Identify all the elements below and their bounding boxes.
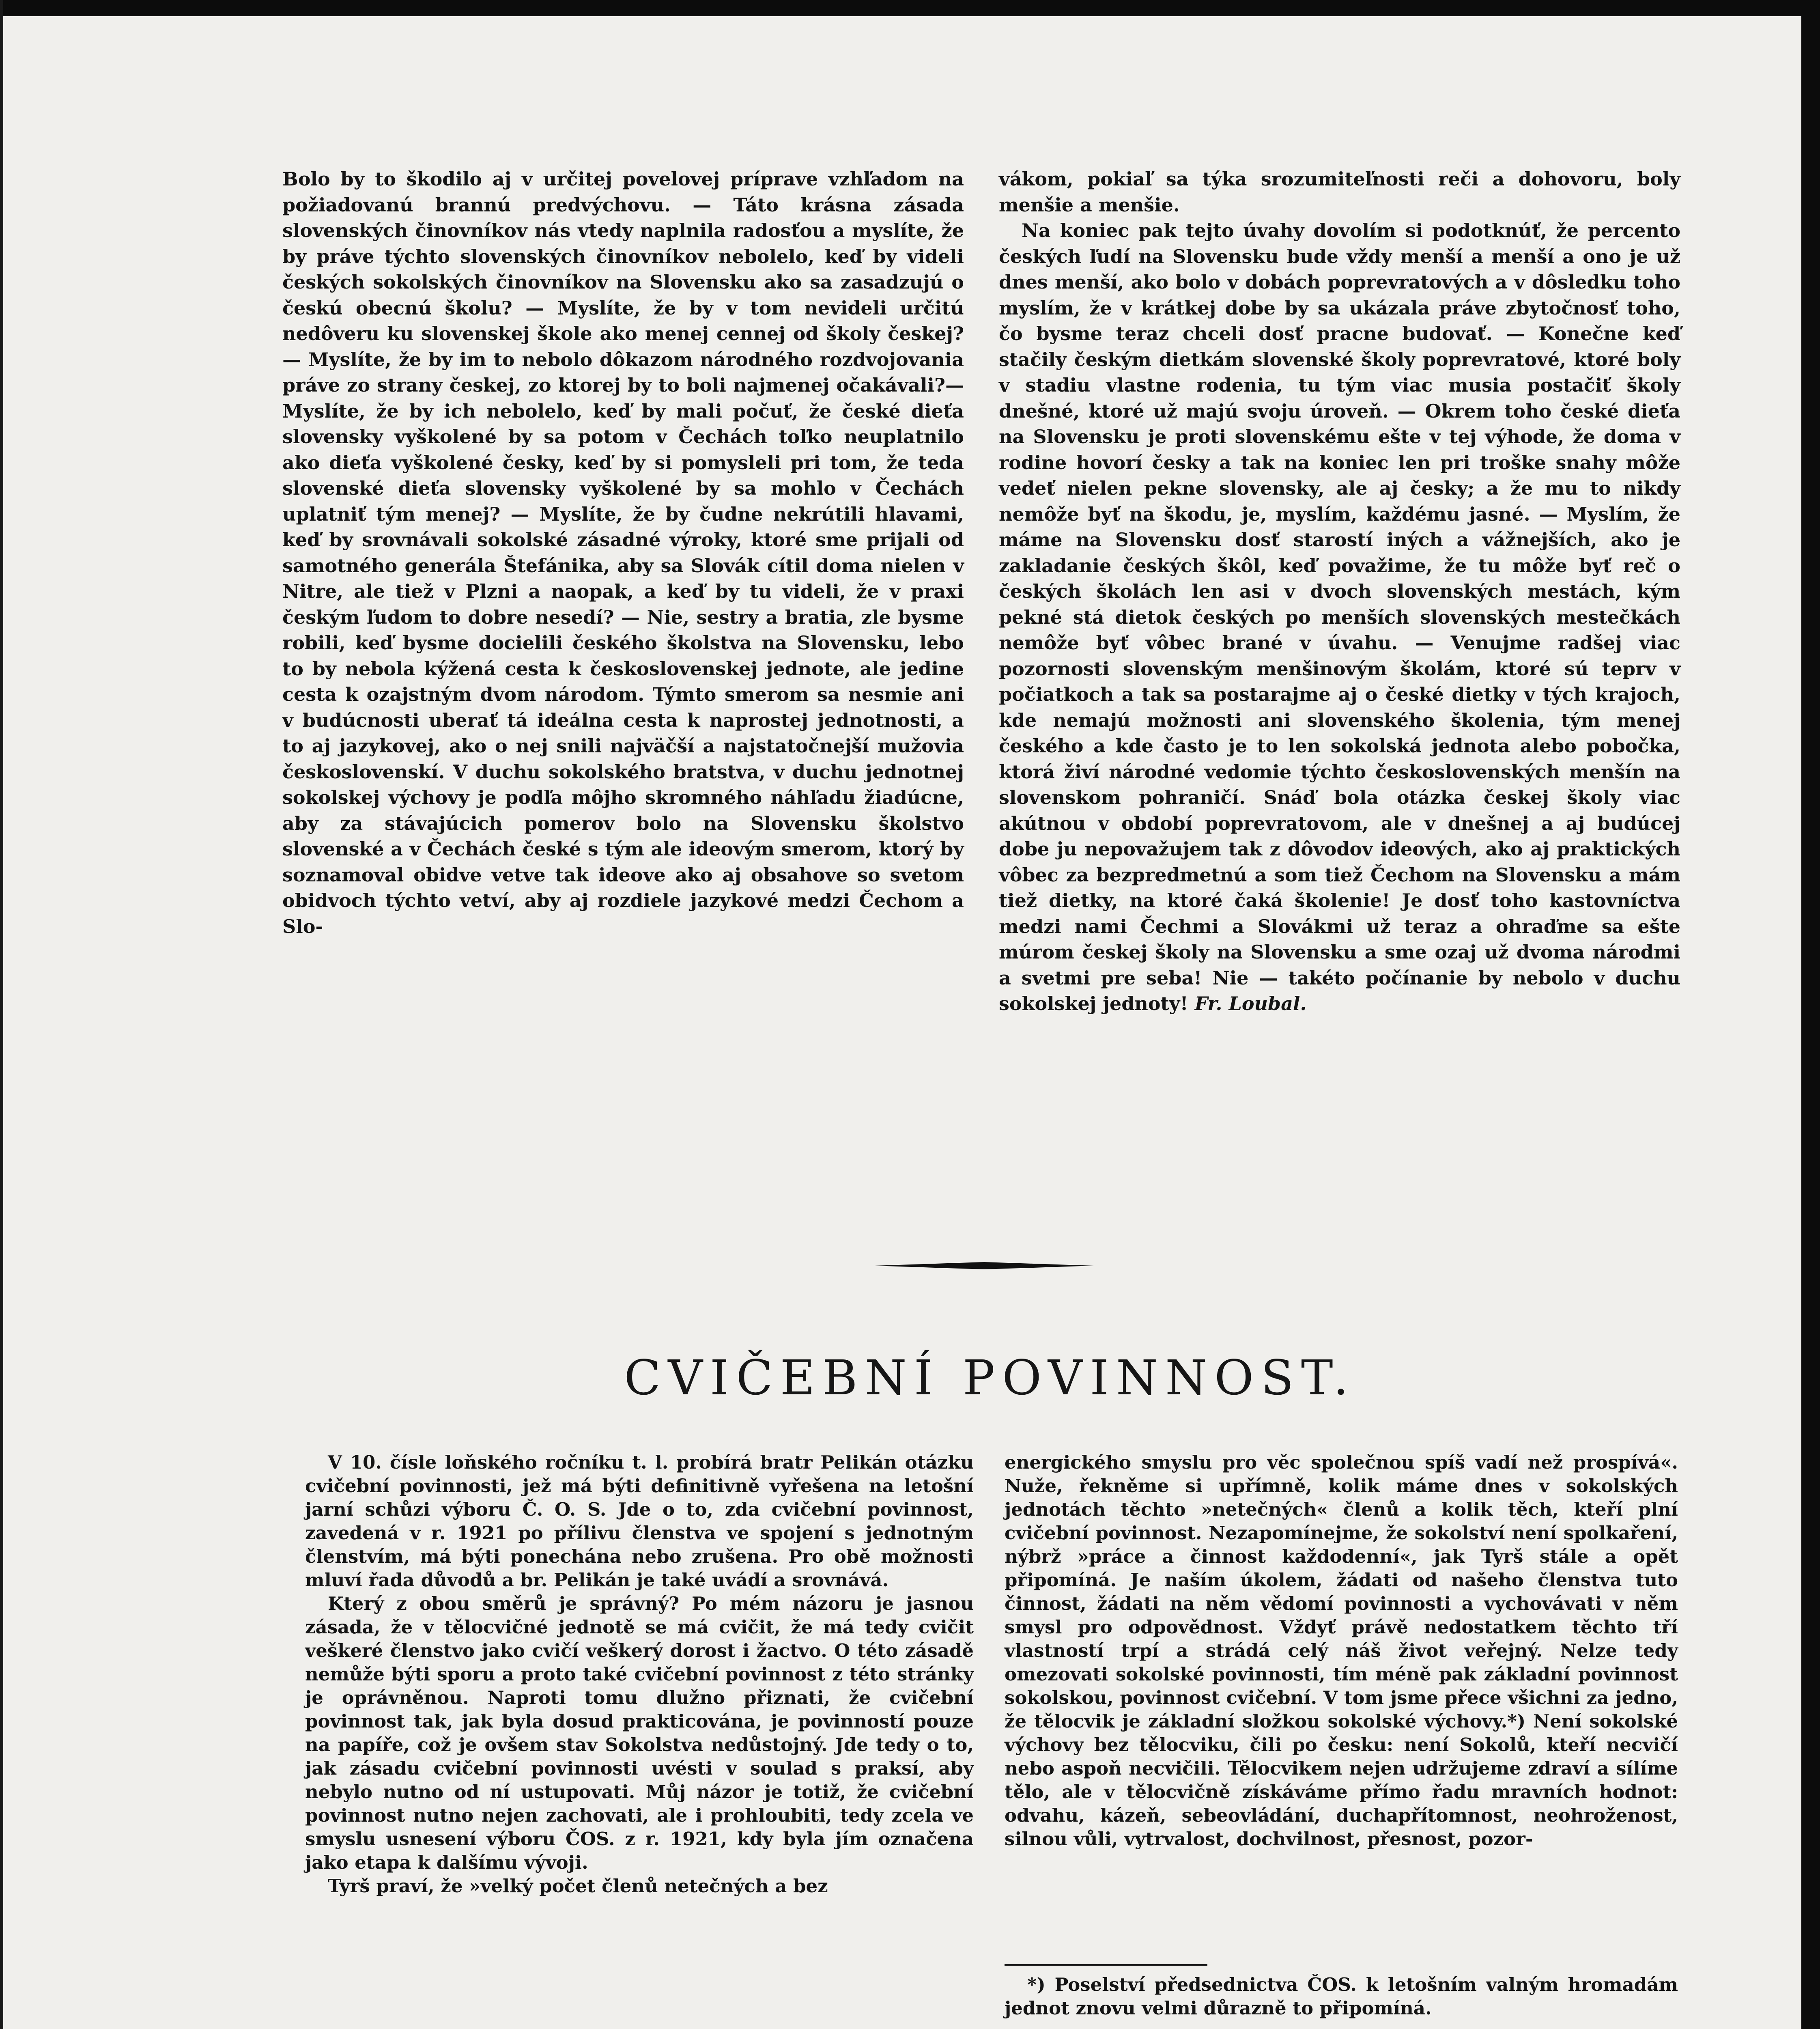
paragraph: Bolo by to škodilo aj v určitej povelovej príprave vzhľadom na požiadovanú brannú predvýchovu. — Táto krásna zásada slovenských činovníkov nás vtedy naplnila radosťou a myslíte, že by práve týchto slovenských činovníkov nebolelo, keď by videli českých sokolských činovníkov na Slovensku ako sa zasadzujú o českú obecnú školu? — Myslíte, že by v tom nevideli určitú nedôveru ku slovenskej škole ako menej cennej od školy českej? — Myslíte, že by im to nebolo dôkazom národného rozdvojovania práve zo strany českej, zo ktorej by to boli najmenej očakávali?— Myslíte, že by ich nebolelo, keď by mali počuť, že české dieťa slovensky vyškolené by sa potom v Čechách toľko neuplatnilo ako dieťa vyškolené česky, keď by si pomysleli pri tom, že teda slovenské dieťa slovensky vyškolené by sa mohlo v Čechách uplatniť tým menej? — Myslíte, že by čudne nekrútili hlavami, keď by srovnávali sokolské zásadné výroky, ktoré sme prijali od samotného generála Štefánika, aby sa Slovák cítil doma nielen v Nitre, ale tiež v Plzni a naopak, a keď by tu videli, že v praxi českým ľudom to dobre nesedí? — Nie, sestry a bratia, zle bysme robili, keď bysme docielili českého školstva na Slovensku, lebo to by nebola kýžená cesta k československej jednote, ale jedine cesta k ozajstným dvom národom. Týmto smerom sa nesmie ani v budúcnosti uberať tá ideálna cesta k naprostej jednotnosti, a to aj jazykovej, ako o nej snili najväčší a najstatočnejší mužovia československí. V duchu sokolského bratstva, v duchu jednotnej sokolskej výchovy je podľa môjho skromného náhľadu žiadúcne, aby za stávajúcich pomerov bolo na Slovensku školstvo slovenské a v Čechách české s tým ale ideovým smerom, ktorý by soznamoval obidve vetve tak ideove ako aj obsahove so svetom obidvoch týchto vetví, aby aj rozdiele jazykové medzi Čechom a Slo- — [282, 168, 964, 937]
footnote-divider — [1005, 1964, 1207, 1966]
paragraph — [999, 218, 1680, 1017]
paragraph: vákom, pokiaľ sa týka srozumiteľnosti reči a dohovoru, boly menšie a menšie. — [999, 168, 1680, 216]
author-signature: Fr. Loubal. — [1194, 993, 1307, 1014]
scan-border-top — [0, 0, 1820, 16]
article-title: CVIČEBNÍ POVINNOST. — [624, 1350, 1356, 1406]
paragraph: energického smyslu pro věc společnou spíš vadí než prospívá«. Nuže, řekněme si upřímně, kolik máme dnes v sokolských jednotách těchto »netečných« členů a kolik těch, kteří plní cvičební povinnost. Nezapomínejme, že sokolství není spolkaření, nýbrž »práce a činnost každodenní«, jak Tyrš stále a opět připomíná. Je naším úkolem, žádati od našeho členstva tuto činnost, žádati na něm vědomí povinnosti a vychovávati v něm smysl pro odpovědnost. Vždyť právě nedostatkem těchto tří vlastností trpí a strádá celý náš život veřejný. Nelze tedy omezovati sokolské povinnosti, tím méně pak základní povinnost sokolskou, povinnost cvičební. V tom jsme přece všichni za jedno, že tělocvik je základní složkou sokolské výchovy.*) Není sokolské výchovy bez tělocviku, čili po česku: není Sokolů, kteří necvičí nebo aspoň necvičili. Tělocvikem nejen udržujeme zdraví a sílíme tělo, ale v tělocvičně získáváme přímo řadu mravních hodnot: odvahu, kázeň, sebeovládání, duchapřítomnost, neohroženost, silnou vůli, vytrvalost, dochvilnost, přesnost, pozor- — [1005, 1452, 1678, 1850]
scan-border-right — [1801, 0, 1820, 2029]
paragraph-text: Na koniec pak tejto úvahy dovolím si podotknúť, že percento českých ľudí na Slovensku bude vždy menší a menší a ono je už dnes menší, ako bolo v dobách poprevratových a v dôsledku toho myslím, že v krátkej dobe by sa ukázala práve zbytočnosť toho, čo bysme teraz chceli dosť pracne budovať. — Konečne keď stačily českým dietkám slovenské školy poprevratové, ktoré boly v stadiu vlastne rodenia, tu tým viac musia postačiť školy dnešné, ktoré už majú svoju úroveň. — Okrem toho české dieťa na Slovensku je proti slovenskému ešte v tej výhode, že doma v rodine hovorí česky a tak na koniec len pri troške snahy môže vedeť nielen pekne slovensky, ale aj česky; a že mu to nikdy nemôže byť na škodu, je, myslím, každému jasné. — Myslím, že máme na Slovensku dosť starostí iných a vážnejších, ako je zakladanie českých škôl, keď považime, že tu môže byť reč o českých školách len asi v dvoch slovenských mestách, kým pekné stá dietok českých po menších slovenských mestečkách nemôže byť vôbec brané v úvahu. — Venujme radšej viac pozornosti slovenským menšinovým školám, ktoré sú teprv v počiatkoch a tak sa postarajme aj o české dietky v tých krajoch, kde nemajú možnosti ani slovenského školenia, tým menej českého a kde často je to len sokolská jednota alebo pobočka, ktorá živí národné vedomie týchto československých menšín na slovenskom pohraničí. Snáď bola otázka českej školy viac akútnou v období poprevratovom, ale v dnešnej a aj budúcej dobe ju nepovažujem tak z dôvodov ideových, ako aj praktických vôbec za bezpredmetnú a som tiež Čechom na Slovensku a mám tiež dietky, na ktoré čaká školenie! Je dosť toho kastovníctva medzi nami Čechmi a Slovákmi už teraz a ohraďme sa ešte múrom českej školy na Slovensku a sme ozaj už dvoma národmi a svetmi pre seba! Nie — takéto počínanie by nebolo v duchu sokolskej jednoty! — [999, 220, 1680, 1014]
article-column-right-bottom — [1005, 1451, 1678, 1851]
article-column-right-top — [999, 166, 1680, 1017]
paragraph: Tyrš praví, že »velký počet členů netečných a bez — [328, 1875, 828, 1897]
footnote: *) Poselství předsednictva ČOS. k letošním valným hromadám jednot znovu velmi důrazně to připomíná. — [1005, 1974, 1678, 2019]
paragraph: Který z obou směrů je správný? Po mém názoru je jasnou zásada, že v tělocvičné jednotě se má cvičit, že má tedy cvičit veškeré členstvo jako cvičí veškerý dorost i žactvo. O této zásadě nemůže býti sporu a proto také cvičební povinnost z této stránky je oprávněnou. Naproti tomu dlužno přiznati, že cvičební povinnost tak, jak byla dosud prakticována, je povinností pouze na papíře, což je ovšem stav Sokolstva nedůstojný. Jde tedy o to, jak zásadu cvičební povinnosti uvésti v soulad s praksí, aby nebylo nutno od ní ustupovati. Můj názor je totiž, že cvičební povinnost nutno nejen zachovati, ale i prohloubiti, tedy zcela ve smyslu usnesení výboru ČOS. z r. 1921, kdy byla jím označena jako etapa k dalšímu vývoji. — [305, 1593, 974, 1873]
section-separator — [875, 1262, 1094, 1269]
article-column-left-top — [282, 166, 964, 939]
paragraph: V 10. čísle loňského ročníku t. l. probírá bratr Pelikán otázku cvičební povinnosti, jež má býti definitivně vyřešena na letošní jarní schůzi výboru Č. O. S. Jde o to, zda cvičební povinnost, zavedená v r. 1921 po přílivu členstva ve spojení s jednotným členstvím, má býti ponechána nebo zrušena. Pro obě možnosti mluví řada důvodů a br. Pelikán je také uvádí a srovnává. — [305, 1452, 974, 1591]
article-column-left-bottom — [305, 1451, 974, 1898]
scan-border-left — [0, 0, 3, 2029]
